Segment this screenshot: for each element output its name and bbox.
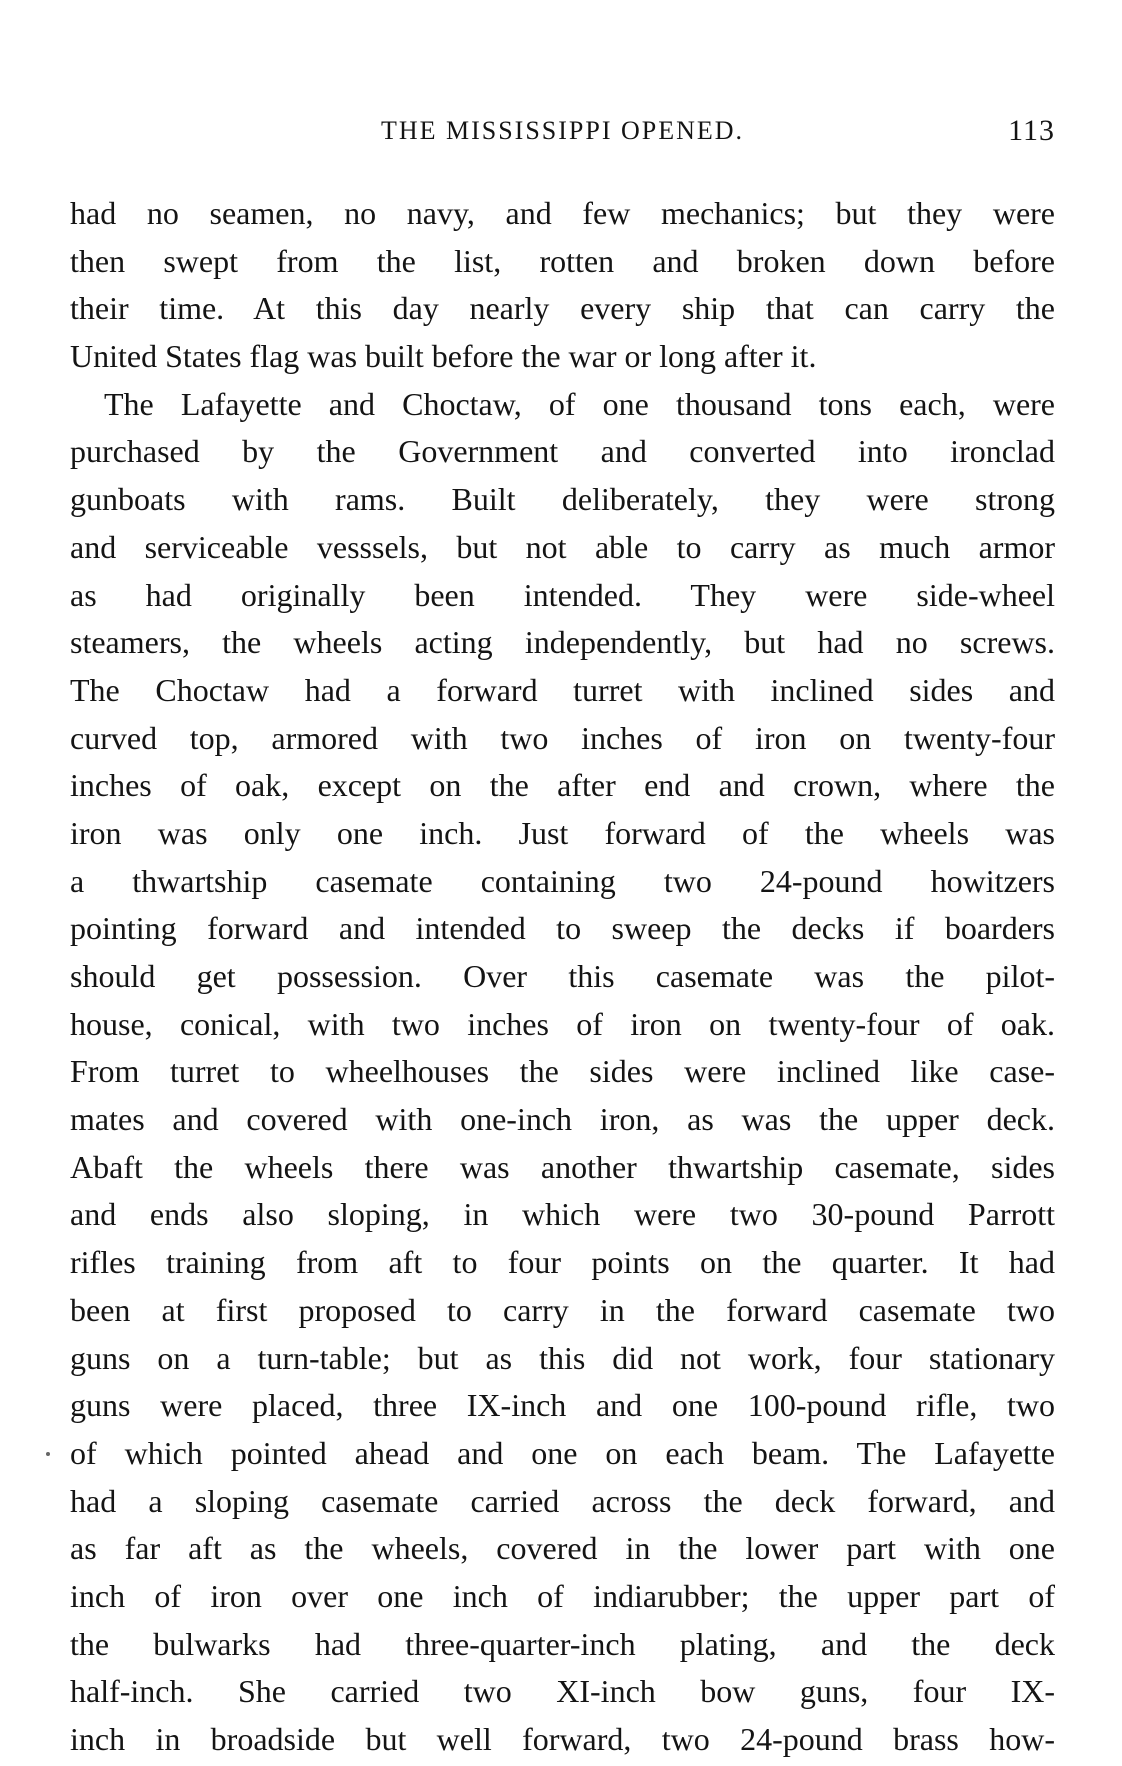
text-line: curved top, armored with two inches of iron on twenty-four <box>70 719 1055 756</box>
text-line: inch of iron over one inch of indiarubber; the upper part of <box>70 1577 1055 1614</box>
text-line: inch in broadside but well forward, two 24-pound brass how- <box>70 1721 1055 1757</box>
running-title: THE MISSISSIPPI OPENED. <box>380 116 745 145</box>
text-line: been at first proposed to carry in the forward casemate two <box>70 1291 1055 1328</box>
text-line: a thwartship casemate containing two 24-pound howitzers <box>70 862 1055 899</box>
text-line: then swept from the list, rotten and broken down before <box>70 242 1055 279</box>
text-line: From turret to wheelhouses the sides were inclined like case- <box>70 1053 1055 1090</box>
text-line: The Lafayette and Choctaw, of one thousand tons each, were <box>104 385 1055 422</box>
text-line: should get possession. Over this casemate was the pilot- <box>70 958 1055 994</box>
text-line: and ends also sloping, in which were two 30-pound Parrott <box>70 1196 1055 1233</box>
text-line: had no seamen, no navy, and few mechanics; but they were <box>70 195 1055 231</box>
text-line: and serviceable vesssels, but not able to carry as much armor <box>70 528 1055 565</box>
text-line: as far aft as the wheels, covered in the lower part with one <box>70 1530 1055 1567</box>
text-line: purchased by the Government and converted into ironclad <box>70 433 1055 470</box>
text-line: rifles training from aft to four points on the quarter. It had <box>70 1244 1055 1281</box>
text-line: guns were placed, three IX-inch and one 100-pound rifle, two <box>70 1387 1055 1424</box>
text-line: the bulwarks had three-quarter-inch plating, and the deck <box>70 1625 1055 1662</box>
text-line: mates and covered with one-inch iron, as was the upper deck. <box>70 1101 1055 1138</box>
page-number: 113 <box>1008 114 1055 147</box>
text-line: iron was only one inch. Just forward of the wheels was <box>70 814 1055 851</box>
text-line: The Choctaw had a forward turret with inclined sides and <box>70 671 1055 708</box>
text-line: United States flag was built before the war or long after it. <box>70 338 817 375</box>
text-line: of which pointed ahead and one on each beam. The Lafayette <box>70 1434 1055 1471</box>
body-text <box>70 190 1055 1764</box>
text-line: their time. At this day nearly every ship that can carry the <box>70 290 1055 327</box>
text-line: guns on a turn-table; but as this did not work, four stationary <box>70 1339 1055 1376</box>
running-head <box>70 112 1055 152</box>
text-line: inches of oak, except on the after end and crown, where the <box>70 767 1055 804</box>
text-line: house, conical, with two inches of iron on twenty-four of oak. <box>70 1005 1055 1042</box>
text-line: had a sloping casemate carried across the deck forward, and <box>70 1482 1055 1519</box>
margin-speck <box>46 1452 50 1456</box>
text-line: gunboats with rams. Built deliberately, they were strong <box>70 481 1055 518</box>
text-line: Abaft the wheels there was another thwartship casemate, sides <box>70 1148 1055 1185</box>
text-line: half-inch. She carried two XI-inch bow guns, four IX- <box>70 1673 1055 1710</box>
text-line: as had originally been intended. They were side-wheel <box>70 576 1055 613</box>
text-line: steamers, the wheels acting independently, but had no screws. <box>70 624 1055 661</box>
text-line: pointing forward and intended to sweep the decks if boarders <box>70 910 1055 947</box>
